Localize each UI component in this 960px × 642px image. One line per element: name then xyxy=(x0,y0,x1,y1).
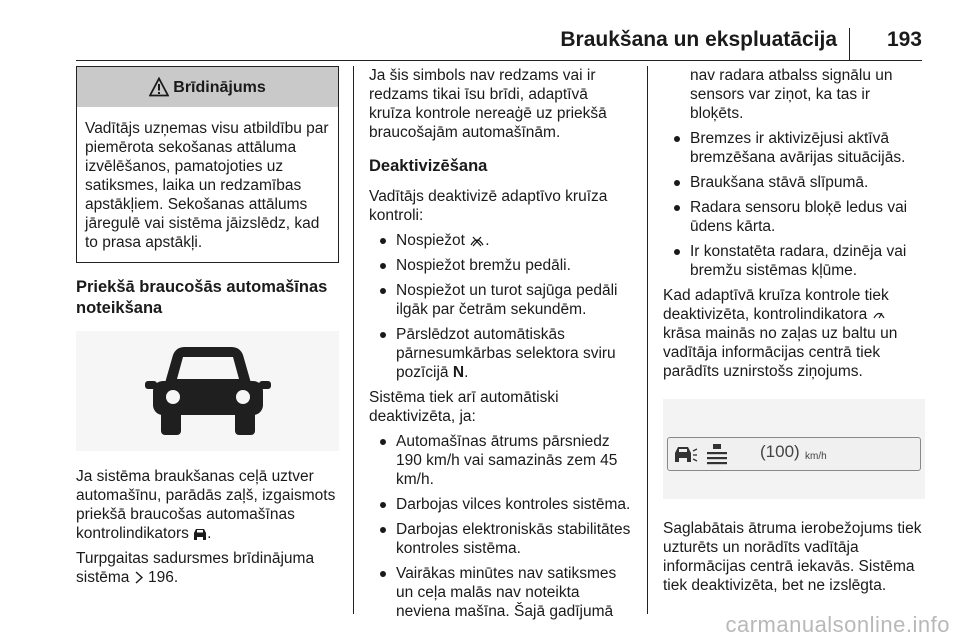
page-reference[interactable]: 196. xyxy=(148,569,179,586)
cruise-cancel-icon xyxy=(469,235,485,247)
header-divider xyxy=(849,28,850,60)
list-item: Nospiežot . xyxy=(369,231,634,250)
list-item: Bremzes ir aktivizējusi aktīvā bremzēšana avārijas situācijās. xyxy=(663,129,925,167)
column-divider-2 xyxy=(647,66,648,614)
page-number: 193 xyxy=(886,28,922,51)
driver-info-display-figure xyxy=(663,399,925,499)
watermark: carmanualsonline.info xyxy=(725,612,950,637)
page-header xyxy=(76,24,922,54)
paragraph-stored-speed: Saglabātais ātruma ierobežojums tiek uzturēts un norādīts vadītāja informācijas centrā iekavās. Sistēma tiek deaktivizēta, bet ne izslēgta. xyxy=(663,520,922,594)
driver-info-display xyxy=(667,437,921,471)
list-item: Ir konstatēta radara, dzinēja vai bremžu sistēmas kļūme. xyxy=(663,242,925,280)
list-item: Darbojas elektroniskās stabilitātes kontroles sistēma. xyxy=(369,520,634,558)
paragraph-symbol-not-visible: Ja šis simbols nav redzams vai ir redzams tikai īsu brīdi, adaptīvā kruīza kontrole nereaģē uz priekšā braucošajām automašīnām. xyxy=(369,67,607,141)
vehicle-ahead-figure xyxy=(76,331,339,451)
header-rule xyxy=(76,60,922,61)
paragraph-deactivation-intro: Vadītājs deaktivizē adaptīvo kruīza kontroli: xyxy=(369,188,608,224)
column-1 xyxy=(76,66,339,593)
paragraph-vehicle-indicator: Ja sistēma braukšanas ceļā uztver automašīnu, parādās zaļš, izgaismots priekšā braucošas automašīnas kontrolindikators . xyxy=(76,468,336,542)
auto-deactivation-list xyxy=(369,432,634,621)
section-heading-deactivation: Deaktivizēšana xyxy=(369,157,488,175)
page-ref-arrow-icon xyxy=(134,571,144,584)
warning-header xyxy=(77,67,338,107)
warning-triangle-icon xyxy=(149,77,169,97)
column-3 xyxy=(663,66,925,601)
list-item: Automašīnas ātrums pārsniedz 190 km/h vai samazinās zem 45 km/h. xyxy=(369,432,634,489)
list-item: Radara sensoru bloķē ledus vai ūdens kārta. xyxy=(663,198,925,236)
auto-deactivation-list-continued xyxy=(663,129,925,280)
list-item-continued: nav radara atbalss signālu un sensors var ziņot, ka tas ir bloķēts. xyxy=(690,67,893,122)
list-item: Darbojas vilces kontroles sistēma. xyxy=(369,495,634,514)
vehicle-ahead-icon xyxy=(143,341,273,441)
section-heading-vehicle-detection: Priekšā braucošās automašīnas noteikšana xyxy=(76,278,328,317)
list-item: Vairākas minūtes nav satiksmes un ceļa malās nav noteikta neviena mašīna. Šajā gadījumā xyxy=(369,564,634,621)
warning-box xyxy=(76,66,339,263)
vehicle-ahead-small-icon xyxy=(193,527,207,540)
column-divider-1 xyxy=(353,66,354,614)
header-title: Braukšana un ekspluatācija xyxy=(560,28,837,51)
list-item: Pārslēdzot automātiskās pārnesumkārbas selektora sviru pozīcijā N. xyxy=(369,325,634,382)
paragraph-collision-warning: Turpgaitas sadursmes brīdinājuma sistēma 196. xyxy=(76,550,315,586)
paragraph-auto-deactivation: Sistēma tiek arī automātiski deaktivizēta, ja: xyxy=(369,389,559,425)
list-item: Nospiežot un turot sajūga pedāli ilgāk par četrām sekundēm. xyxy=(369,281,634,319)
warning-title: Brīdinājums xyxy=(173,78,266,96)
set-speed-value: (100) xyxy=(760,442,800,461)
cruise-indicator-icon xyxy=(872,308,886,321)
following-distance-icon xyxy=(706,443,728,465)
list-item: Braukšana stāvā slīpumā. xyxy=(663,173,925,192)
column-2 xyxy=(369,66,634,627)
vehicle-radar-icon xyxy=(674,443,698,465)
deactivation-list xyxy=(369,231,634,382)
warning-text: Vadītājs uzņemas visu atbildību par piemērota sekošanas attāluma izvēlēšanos, pamatojoties uz satiksmes, laika un redzamības apstākļiem. Sekošanas attālums jāregulē vai sistēma jāizslēdz, kad to prasa apstākļi. xyxy=(85,120,329,251)
list-item: Nospiežot bremžu pedāli. xyxy=(369,256,634,275)
set-speed-unit: km/h xyxy=(805,451,827,462)
paragraph-indicator-color: Kad adaptīvā kruīza kontrole tiek deaktivizēta, kontrolindikatora krāsa mainās no zaļas uz baltu un vadītāja informācijas centrā tiek parādīts uznirstošs ziņojums. xyxy=(663,287,898,380)
